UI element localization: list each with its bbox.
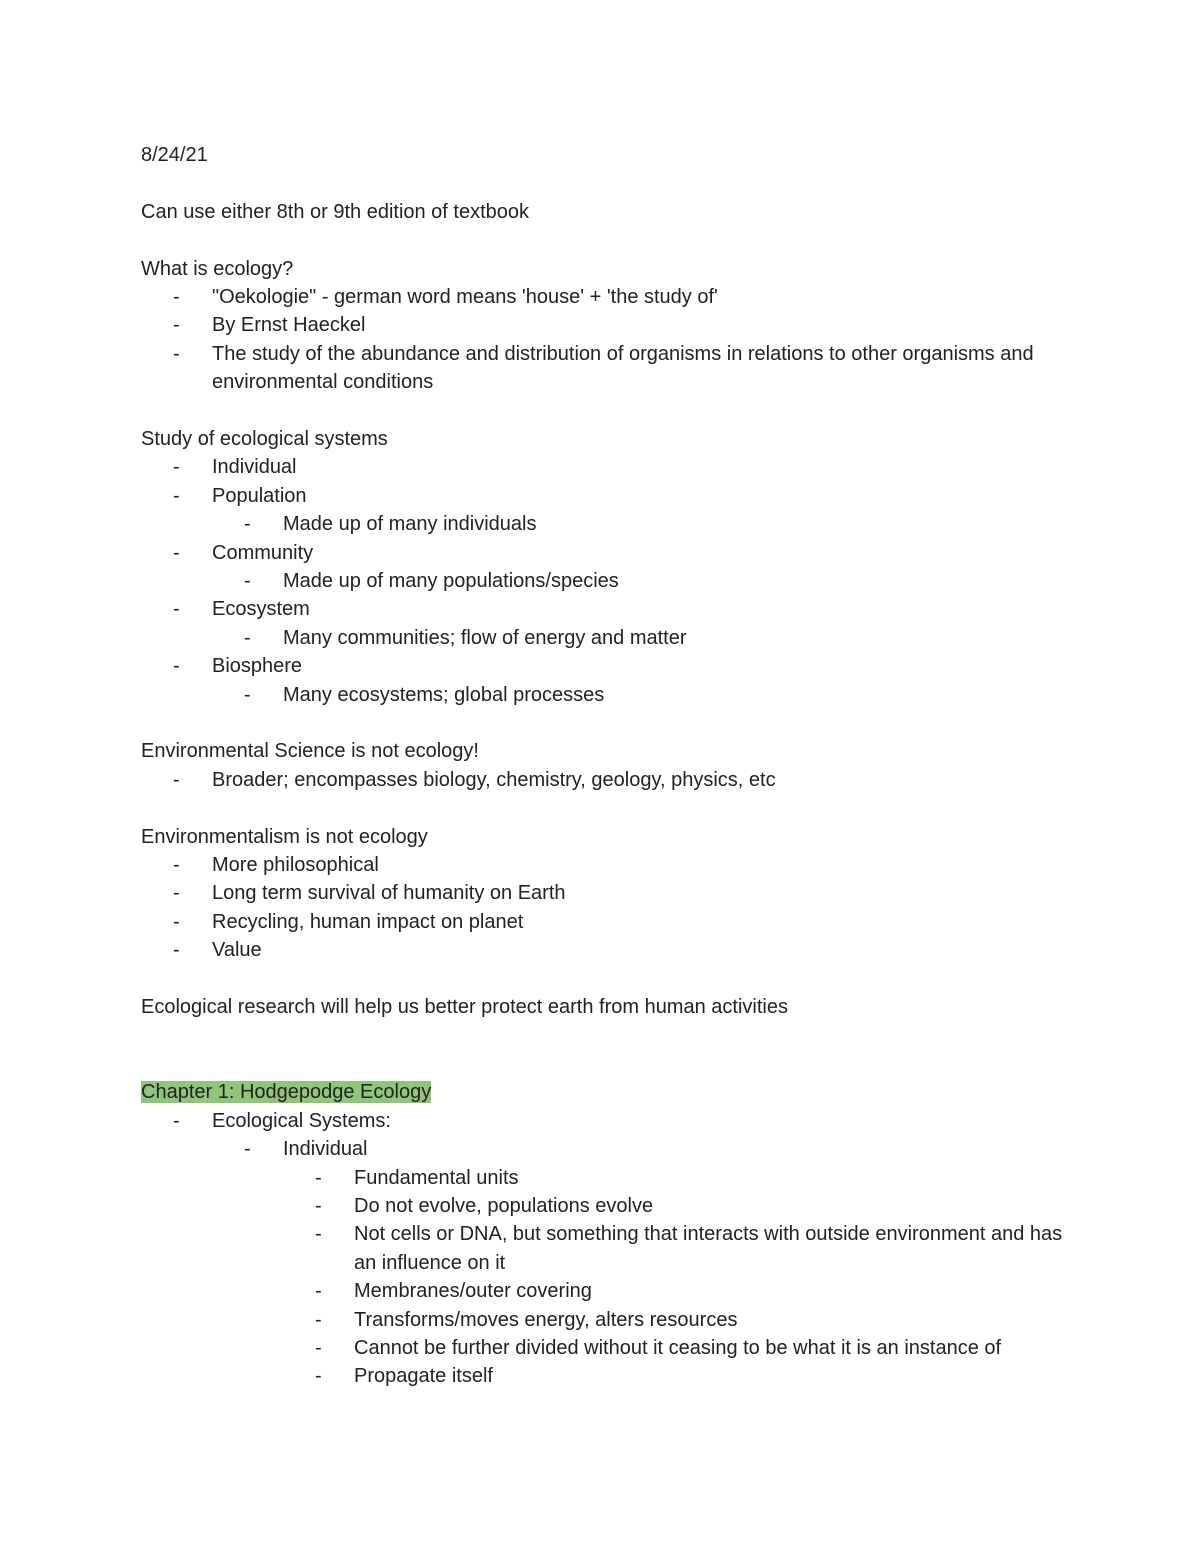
dash-bullet-icon: - bbox=[315, 1365, 322, 1388]
dash-bullet-icon: - bbox=[244, 513, 251, 536]
blank-line bbox=[141, 794, 1071, 822]
blank-line bbox=[141, 709, 1071, 737]
dash-bullet-icon: - bbox=[244, 626, 251, 649]
list-item: - Ecological Systems: bbox=[141, 1107, 1071, 1135]
list-item: - Recycling, human impact on planet bbox=[141, 908, 1071, 936]
research-note: Ecological research will help us better protect earth from human activities bbox=[141, 996, 788, 1019]
sub-sub-list-item: - Fundamental units bbox=[141, 1164, 1071, 1192]
dash-bullet-icon: - bbox=[244, 1138, 251, 1161]
dash-bullet-icon: - bbox=[315, 1336, 322, 1359]
environmentalism-heading: Environmentalism is not ecology bbox=[141, 825, 428, 848]
dash-bullet-icon: - bbox=[315, 1166, 322, 1189]
dash-bullet-icon: - bbox=[173, 598, 180, 621]
list-item: - By Ernst Haeckel bbox=[141, 311, 1071, 339]
sub-list-item: - Many communities; flow of energy and matter bbox=[141, 624, 1071, 652]
list-item: - "Oekologie" - german word means 'house' + 'the study of' bbox=[141, 283, 1071, 311]
sub-sub-list-item: - Do not evolve, populations evolve bbox=[141, 1192, 1071, 1220]
dash-bullet-icon: - bbox=[173, 655, 180, 678]
list-item: - Ecosystem bbox=[141, 595, 1071, 623]
dash-bullet-icon: - bbox=[173, 541, 180, 564]
dash-bullet-icon: - bbox=[173, 484, 180, 507]
ecology-heading: What is ecology? bbox=[141, 257, 294, 280]
study-systems-heading: Study of ecological systems bbox=[141, 428, 388, 451]
dash-bullet-icon: - bbox=[173, 1109, 180, 1132]
blank-line bbox=[141, 397, 1071, 425]
env-science-heading: Environmental Science is not ecology! bbox=[141, 740, 479, 763]
sub-list-item: - Many ecosystems; global processes bbox=[141, 681, 1071, 709]
list-item: - Long term survival of humanity on Earth bbox=[141, 879, 1071, 907]
list-item: - Individual bbox=[141, 453, 1071, 481]
sub-list-item: - Individual bbox=[141, 1135, 1071, 1163]
dash-bullet-icon: - bbox=[173, 286, 180, 308]
textbook-note: Can use either 8th or 9th edition of textbook bbox=[141, 200, 530, 223]
sub-list-item: - Made up of many individuals bbox=[141, 510, 1071, 538]
dash-bullet-icon: - bbox=[315, 1308, 322, 1331]
dash-bullet-icon: - bbox=[315, 1194, 322, 1217]
blank-line bbox=[141, 1022, 1071, 1079]
blank-line bbox=[141, 169, 1071, 197]
dash-bullet-icon: - bbox=[173, 939, 180, 962]
note-date: 8/24/21 bbox=[141, 144, 208, 166]
sub-sub-list-item: - Cannot be further divided without it ceasing to be what it is an instance of bbox=[141, 1334, 1071, 1362]
list-item: - Community bbox=[141, 539, 1071, 567]
list-item: - Broader; encompasses biology, chemistry, geology, physics, etc bbox=[141, 766, 1071, 794]
sub-sub-list-item: - Propagate itself bbox=[141, 1362, 1071, 1390]
dash-bullet-icon: - bbox=[315, 1223, 322, 1246]
dash-bullet-icon: - bbox=[173, 768, 180, 791]
dash-bullet-icon: - bbox=[244, 683, 251, 706]
list-item: - Value bbox=[141, 936, 1071, 964]
sub-sub-list-item: - Membranes/outer covering bbox=[141, 1277, 1071, 1305]
dash-bullet-icon: - bbox=[173, 456, 180, 479]
blank-line bbox=[141, 965, 1071, 993]
dash-bullet-icon: - bbox=[173, 882, 180, 905]
list-item: - The study of the abundance and distribution of organisms in relations to other organisms and environmental conditions bbox=[141, 340, 1071, 397]
dash-bullet-icon: - bbox=[173, 342, 180, 365]
dash-bullet-icon: - bbox=[173, 314, 180, 337]
sub-sub-list-item: - Transforms/moves energy, alters resources bbox=[141, 1306, 1071, 1334]
dash-bullet-icon: - bbox=[244, 570, 251, 593]
list-item: - More philosophical bbox=[141, 851, 1071, 879]
dash-bullet-icon: - bbox=[315, 1280, 322, 1303]
chapter-heading-line bbox=[141, 1078, 1071, 1106]
blank-line bbox=[141, 226, 1071, 254]
dash-bullet-icon: - bbox=[173, 854, 180, 877]
list-item: - Population bbox=[141, 482, 1071, 510]
sub-list-item: - Made up of many populations/species bbox=[141, 567, 1071, 595]
list-item: - Biosphere bbox=[141, 652, 1071, 680]
dash-bullet-icon: - bbox=[173, 910, 180, 933]
chapter-heading: Chapter 1: Hodgepodge Ecology bbox=[141, 1081, 432, 1104]
sub-sub-list-item: - Not cells or DNA, but something that interacts with outside environment and has an influence on it bbox=[141, 1220, 1071, 1277]
notes-content bbox=[141, 141, 1071, 1391]
